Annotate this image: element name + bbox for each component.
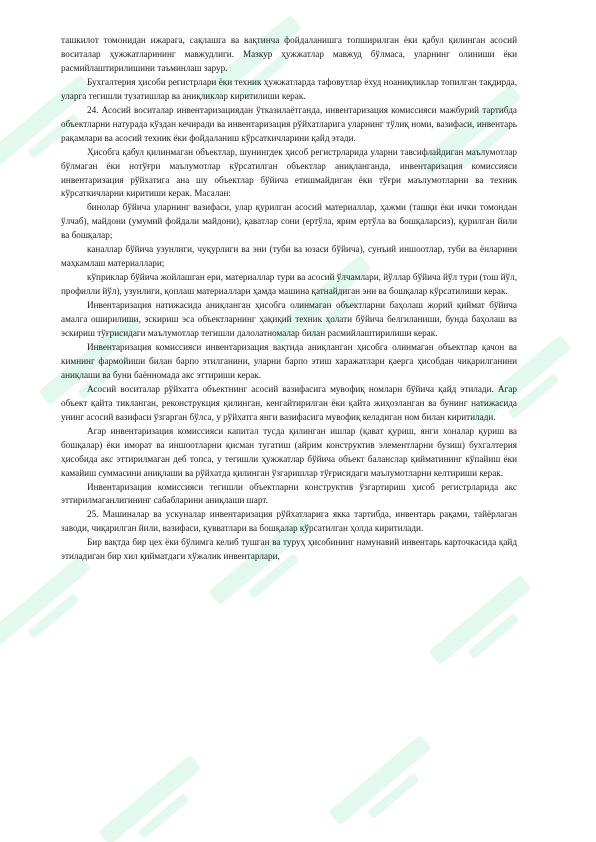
paragraph: Агар инвентаризация комиссияси капитал тусда қилинган ишлар (қават қуриш, янги хоналар қуриш ва бошқалар) ёки иморат ва иншоотларни қисман тугатиш (айрим конструктив элементларни бузиш) бухгалтерия ҳисобида акс эттирилмаган деб топса, у тегишли ҳужжатлар бўйича объект баланслар қийматининг кўпайиш ёки камайиш суммасини аниқлаши ва рўйхатда қилинган ўзгаришлар тўғрисидаги маълумотларни келтириши керак. xyxy=(61,425,517,478)
paragraph: ташкилот томонидан ижарага, сақлашга ва вақтинча фойдаланишга топширилган ёки қабул қилинган асосий воситалар ҳужжатларининг мавжудлиги. Мазкур ҳужжатлар мавжуд бўлмаса, уларнинг олиниши ёки расмийлаштирилишини таъминлаш зарур. xyxy=(61,35,517,73)
paragraph: 25. Машиналар ва ускуналар инвентаризация рўйхатларига якка тартибда, инвентарь рақами, тайёрлаган заводи, чиқарилган йили, вазифаси, қувватлари ва бошқалар кўрсатилган ҳолда киритилади. xyxy=(61,509,517,534)
document-body xyxy=(61,34,517,564)
paragraph: Ҳисобга қабул қилинмаган объектлар, шунингдек ҳисоб регистрларида уларни тавсифлайдиган маълумотлар бўлмаган ёки нотўғри маълумотлар кўрсатилган объектлар аниқланганда, инвентаризация комиссияси инвентаризация рўйхатига ана шу объектлар бўйича етишмайдиган ёки тўғри маълумотларни ва техник кўрсаткичларни киритиши керак. Масалан: xyxy=(61,146,517,199)
paragraph: Инвентаризация натижасида аниқланган ҳисобга олинмаган объектларни баҳолаш жорий қиймат бўйича амалга оширилиши, эскириш эса объектларнинг ҳақиқий техник ҳолати бўйича белгиланиши, бунда баҳолаш ва эскириш тўғрисидаги маълумотлар тегишли далолатномалар билан расмийлаштирилиши керак. xyxy=(61,300,517,339)
paragraph: бинолар бўйича уларнинг вазифаси, улар қурилган асосий материаллар, ҳажми (ташқи ёки ички томондан ўлчаб), майдони (умумий фойдали майдони), қаватлар сони (ертўла, ярим ертўла ва бошқаларсиз), қурилган йили ва бошқалар; xyxy=(61,202,517,241)
paragraph: кўприклар бўйича жойлашган ери, материаллар тури ва асосий ўлчамлари, йўллар бўйича йўл тури (тош йўл, профилли йўл), узунлиги, қоплаш материаллари ҳамда машина қатнайдиган эни ва бошқалар кўрсатилиши керак. xyxy=(61,272,517,297)
paragraph: Бухгалтерия ҳисоби регистрлари ёки техник ҳужжатларда тафовутлар ёхуд ноаниқликлар топилган тақдирда, уларга тегишли тузатишлар ва аниқликлар киритилиши керак. xyxy=(61,76,517,101)
paragraph: 24. Асосий воситалар инвентаризациядан ўтказилаётганда, инвентаризация комиссияси мажбурий тартибда объектларни натурада кўздан кечиради ва инвентаризация рўйхатларига уларнинг тўлиқ номи, вазифаси, инвентарь рақамлари ва асосий техник ёки фойдаланиш кўрсаткичларини қайд этади. xyxy=(61,104,517,143)
watermark-mark xyxy=(328,735,442,839)
watermark-mark xyxy=(428,575,542,679)
paragraph: каналлар бўйича узунлиги, чуқурлиги ва эни (туби ва юзаси бўйича), сунъий иншоотлар, туби ва ёнларини маҳкамлаш материаллари; xyxy=(61,244,517,269)
watermark-mark xyxy=(98,755,212,842)
paragraph: Бир вақтда бир цех ёки бўлимга келиб тушган ва туруҳ ҳисобининг намунавий инвентарь карточкасида қайд этиладиган бир хил қийматдаги хўжалик инвентарлари, xyxy=(61,537,517,562)
paragraph: Инвентаризация комиссияси инвентаризация вақтида аниқланган ҳисобга олинмаган объектлар қачон ва кимнинг фармойиши билан барпо этилганини, уларни барпо этиш харажатлари қаерга ҳисобдан чиқарилганини аниқлаши ва буни баённомада акс эттириши керак. xyxy=(61,341,517,380)
paragraph: Асосий воситалар рўйхатга объектнинг асосий вазифасига мувофиқ номларн бўйича қайд этилади. Агар объект қайта тикланган, реконструкция қилинган, кенгайтирилган ёки қайта жиҳозланган ва бунинг натижасида унинг асосий вазифаси ўзгарган бўлса, у рўйхатга янги вазифасига мувофиқ келадиган ном билан киритилади. xyxy=(61,383,517,422)
watermark-mark xyxy=(0,555,103,659)
paragraph: Инвентаризация комиссияси тегишли объектларни конструктив ўзгартириш ҳисоб регистрларида акс эттирилмаганлигининг сабабларини аниқлаши шарт. xyxy=(61,481,517,506)
